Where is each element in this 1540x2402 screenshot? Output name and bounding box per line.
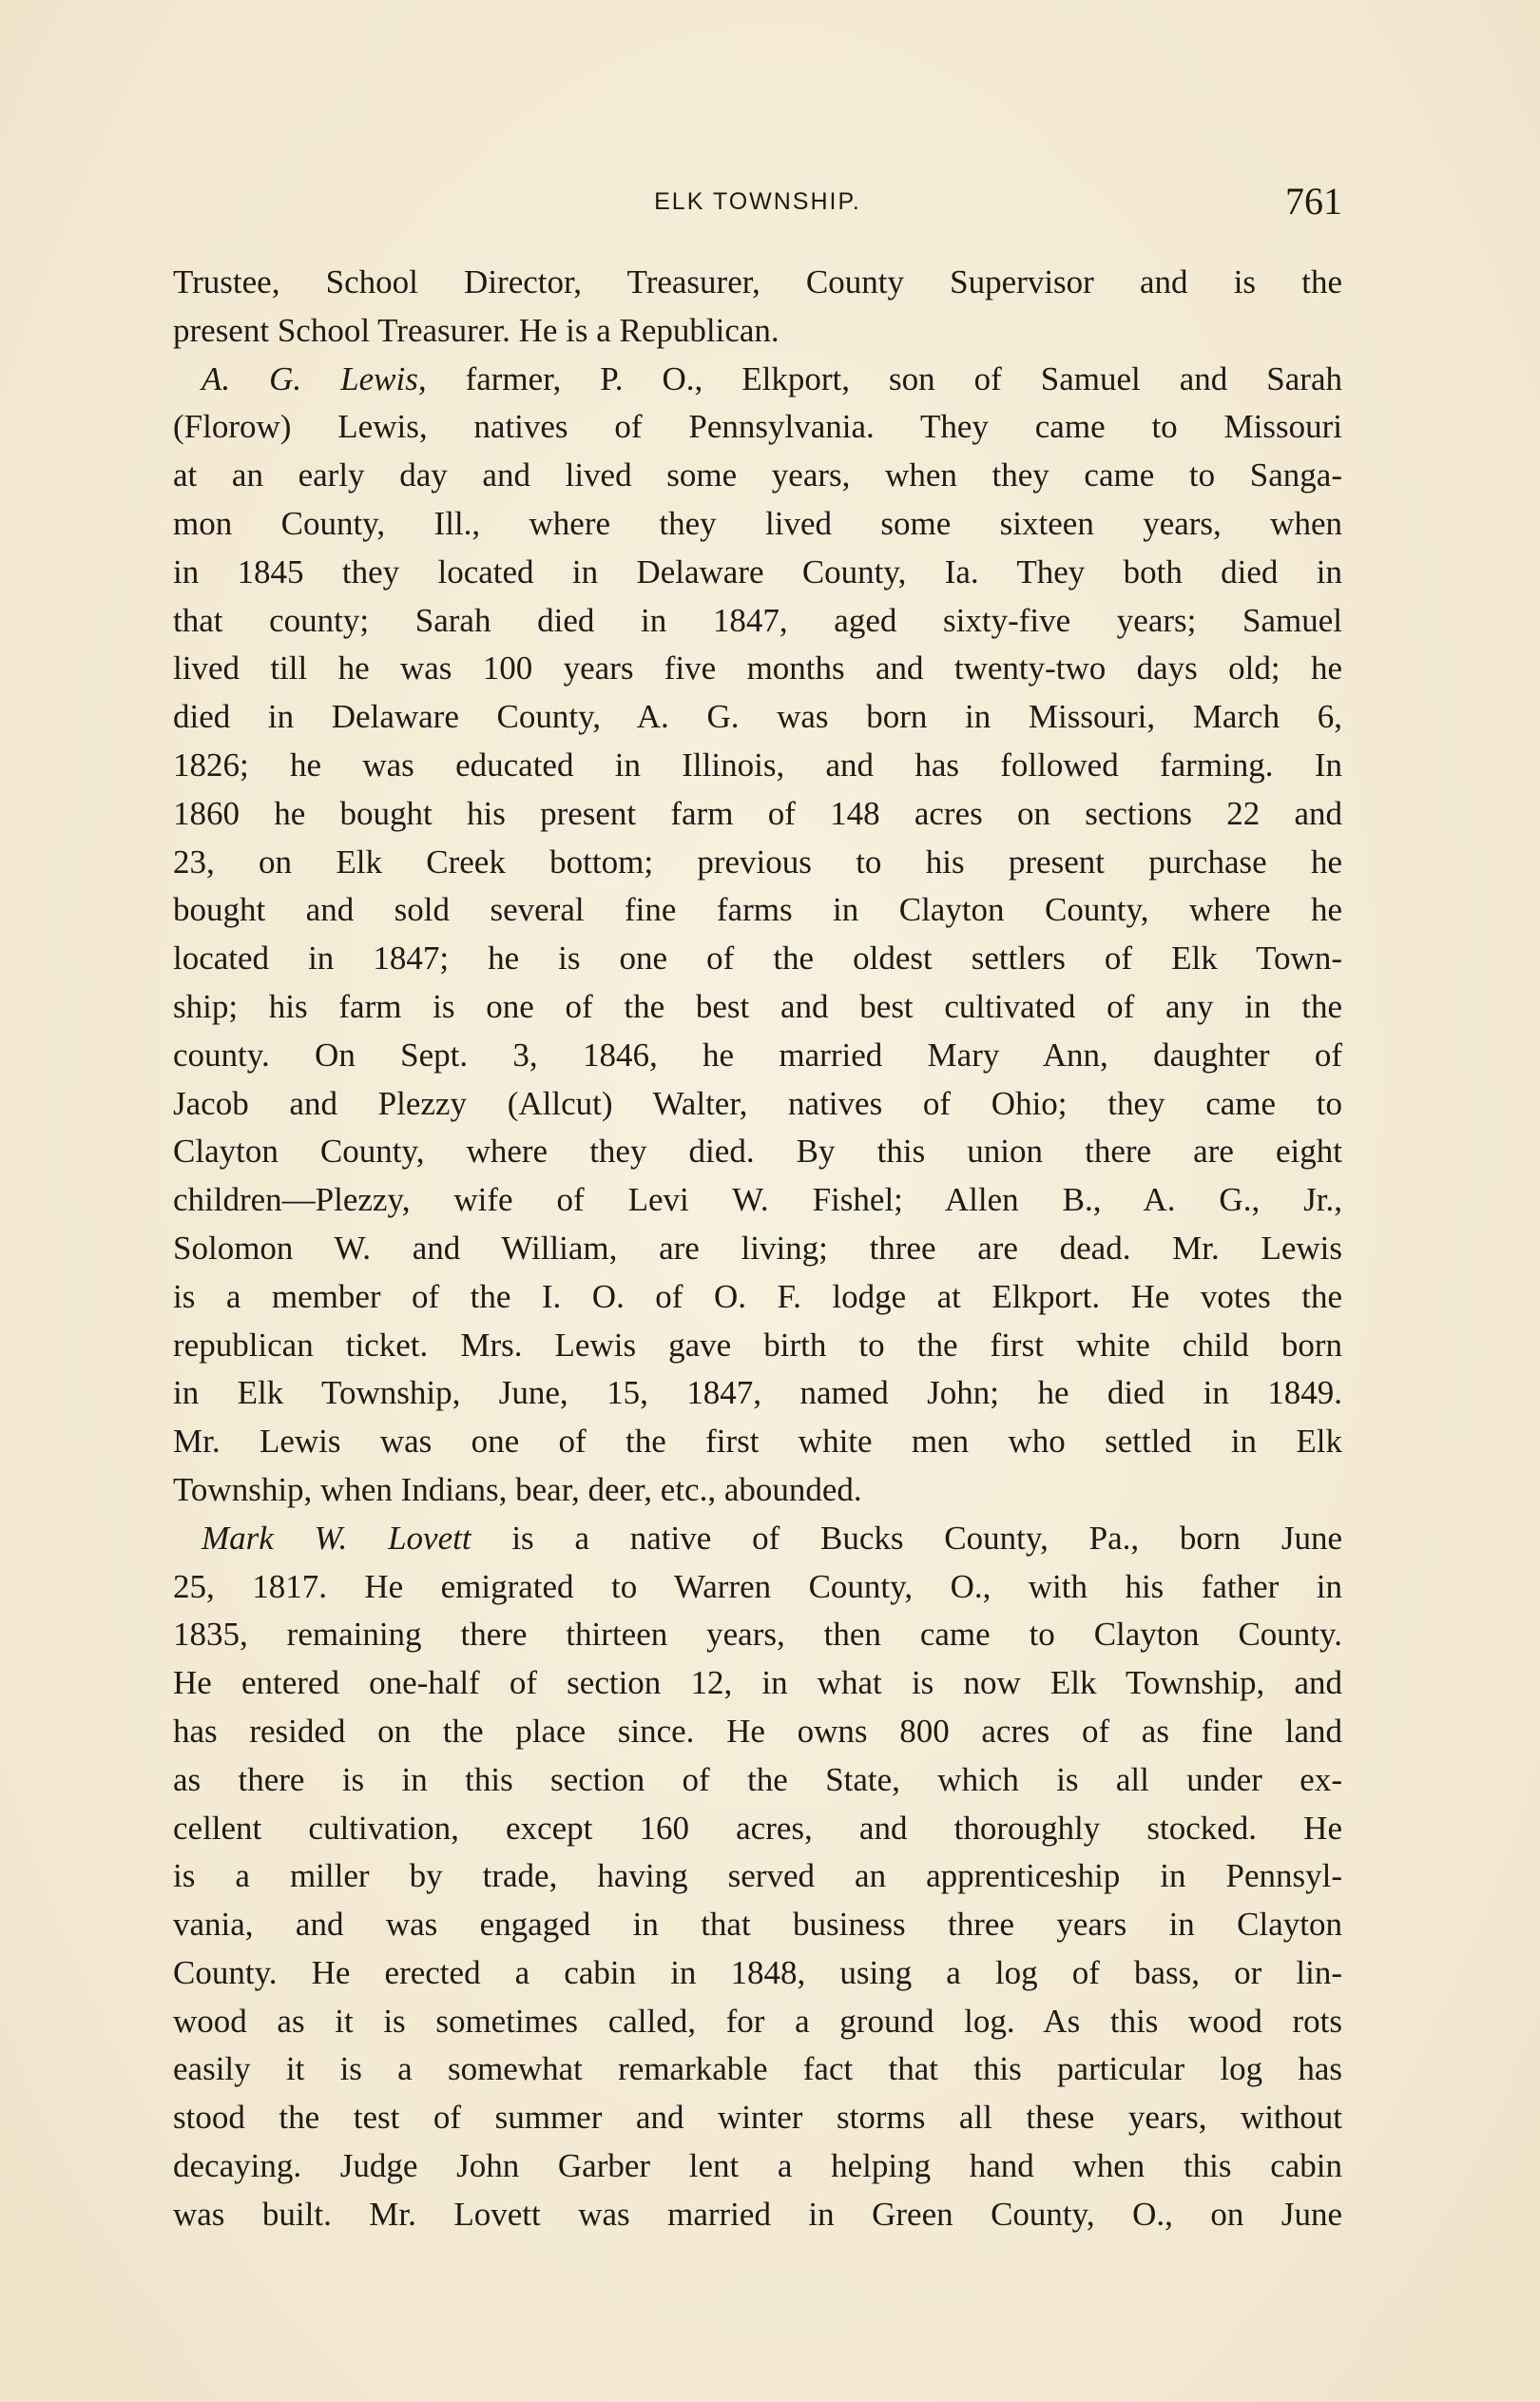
- text-line: Trustee, School Director, Treasurer, County Supervisor and is the: [173, 263, 1342, 300]
- text-line: decaying. Judge John Garber lent a helping hand when this cabin: [173, 2147, 1342, 2185]
- page-header: [173, 179, 1342, 236]
- text-line: Mr. Lewis was one of the first white men who settled in Elk: [173, 1423, 1342, 1461]
- text-line: present School Treasurer. He is a Republican.: [173, 311, 780, 349]
- text-line: at an early day and lived some years, when they came to Sanga-: [173, 456, 1342, 494]
- text-line: died in Delaware County, A. G. was born in Missouri, March 6,: [173, 698, 1342, 736]
- text-line: bought and sold several fine farms in Clayton County, where he: [173, 891, 1342, 929]
- text-line: county. On Sept. 3, 1846, he married Mary Ann, daughter of: [173, 1036, 1342, 1074]
- running-head: ELK TOWNSHIP.: [654, 188, 861, 215]
- text-line: is a miller by trade, having served an apprenticeship in Pennsyl-: [173, 1857, 1342, 1895]
- text-line: as there is in this section of the State, which is all under ex-: [173, 1760, 1342, 1798]
- text-line: County. He erected a cabin in 1848, using a log of bass, or lin-: [173, 1953, 1342, 1991]
- text-line: located in 1847; he is one of the oldest settlers of Elk Town-: [173, 939, 1342, 978]
- text-line: 23, on Elk Creek bottom; previous to his present purchase he: [173, 843, 1342, 881]
- text-line: He entered one-half of section 12, in what is now Elk Township, and: [173, 1664, 1342, 1702]
- text-line: Jacob and Plezzy (Allcut) Walter, natives of Ohio; they came to: [173, 1084, 1342, 1122]
- text-line: (Florow) Lewis, natives of Pennsylvania. They came to Missouri: [173, 408, 1342, 446]
- biography-name: A. G. Lewis,: [202, 359, 427, 397]
- text-line: 1826; he was educated in Illinois, and has followed farming. In: [173, 746, 1342, 784]
- text-line: republican ticket. Mrs. Lewis gave birth to the first white child born: [173, 1326, 1342, 1364]
- body-text: [173, 259, 1342, 2239]
- text-line: ship; his farm is one of the best and best cultivated of any in the: [173, 987, 1342, 1025]
- biography-name: Mark W. Lovett: [202, 1519, 472, 1557]
- text-line: in 1845 they located in Delaware County, Ia. They both died in: [173, 552, 1342, 591]
- text-line: 25, 1817. He emigrated to Warren County, O., with his father in: [173, 1567, 1342, 1605]
- page-number: 761: [1285, 180, 1342, 223]
- text-line: in Elk Township, June, 15, 1847, named John; he died in 1849.: [173, 1374, 1342, 1412]
- text-line: lived till he was 100 years five months and twenty-two days old; he: [173, 649, 1342, 688]
- text-line: was built. Mr. Lovett was married in Green County, O., on June: [173, 2195, 1342, 2233]
- text-line: is a member of the I. O. of O. F. lodge at Elkport. He votes the: [173, 1277, 1342, 1315]
- text-line: children—Plezzy, wife of Levi W. Fishel; Allen B., A. G., Jr.,: [173, 1181, 1342, 1219]
- text-line: easily it is a somewhat remarkable fact that this particular log has: [173, 2050, 1342, 2088]
- text-line: that county; Sarah died in 1847, aged sixty-five years; Samuel: [173, 601, 1342, 639]
- text-line: vania, and was engaged in that business three years in Clayton: [173, 1906, 1342, 1944]
- text-line: Solomon W. and William, are living; three are dead. Mr. Lewis: [173, 1229, 1342, 1267]
- text-line: mon County, Ill., where they lived some sixteen years, when: [173, 504, 1342, 542]
- text-line: stood the test of summer and winter storms all these years, without: [173, 2099, 1342, 2137]
- text-line: wood as it is sometimes called, for a ground log. As this wood rots: [173, 2002, 1342, 2040]
- text-line: cellent cultivation, except 160 acres, and thoroughly stocked. He: [173, 1809, 1342, 1847]
- text-line: has resided on the place since. He owns 800 acres of as fine land: [173, 1712, 1342, 1750]
- text-line: Clayton County, where they died. By this union there are eight: [173, 1133, 1342, 1171]
- text-line: 1835, remaining there thirteen years, then came to Clayton County.: [173, 1616, 1342, 1654]
- text-line-entry-start: Mark W. Lovett is a native of Bucks County, Pa., born June: [202, 1519, 1342, 1557]
- text-line: 1860 he bought his present farm of 148 acres on sections 22 and: [173, 794, 1342, 832]
- text-line: Township, when Indians, bear, deer, etc., abounded.: [173, 1470, 862, 1508]
- text-line-entry-start: A. G. Lewis, farmer, P. O., Elkport, son of Samuel and Sarah: [202, 359, 1342, 397]
